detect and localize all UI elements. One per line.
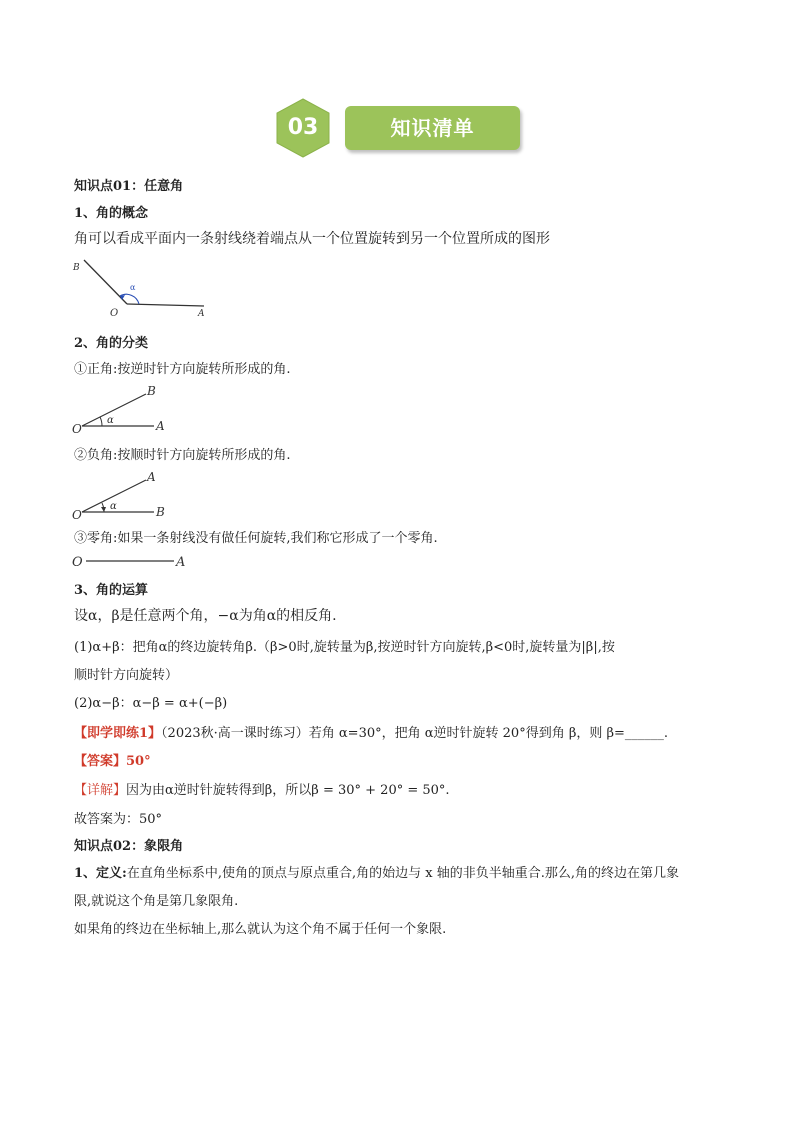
zero-angle-text: ③零角:如果一条射线没有做任何旋转,我们称它形成了一个零角. (74, 531, 438, 546)
detail-line (74, 779, 450, 798)
operation-sum-line2: 顺时针方向旋转） (74, 668, 179, 683)
conclusion-line: 故答案为：50° (74, 812, 163, 827)
label-o: O (72, 555, 83, 570)
exercise-source: （2023秋·高一课时练习） (161, 726, 309, 741)
answer-line (74, 750, 151, 769)
definition-text: 在直角坐标系中,使角的顶点与原点重合,角的始边与 x 轴的非负半轴重合.那么,角的终边在第几象 (126, 866, 679, 881)
label-o: O (72, 508, 82, 522)
subheading-angle-concept: 1、角的概念 (74, 206, 149, 221)
section-number: 03 (287, 115, 319, 140)
exercise-tag: 【即学即练1】 (74, 726, 162, 741)
detail-text: 因为由α逆时针旋转得到β，所以β = 30° + 20° = 50°. (126, 783, 450, 798)
label-a: A (198, 309, 205, 319)
knowledge-point-1-heading: 知识点01：任意角 (74, 179, 184, 194)
axis-note: 如果角的终边在坐标轴上,那么就认为这个角不属于任何一个象限. (74, 922, 447, 937)
label-o: O (110, 308, 119, 319)
operation-sum-line1: (1)α+β：把角α的终边旋转角β.（β>0时,旋转量为β,按逆时针方向旋转,β<0时,旋转量为|β|,按 (74, 640, 615, 655)
operations-intro: 设α，β是任意两个角，−α为角α的相反角. (74, 608, 337, 624)
angle-concept-text: 角可以看成平面内一条射线绕着端点从一个位置旋转到另一个位置所成的图形 (74, 231, 550, 247)
operation-difference: (2)α−β：α−β = α+(−β) (74, 696, 228, 711)
label-a: A (147, 470, 156, 484)
label-alpha: α (107, 415, 114, 426)
label-b: B (147, 384, 156, 398)
angle-concept-figure (70, 252, 220, 322)
subheading-angle-operations: 3、角的运算 (74, 583, 149, 598)
exercise-1 (74, 722, 668, 741)
ray-oa (127, 304, 204, 306)
answer-tag: 【答案】 (74, 754, 127, 769)
zero-angle-figure (70, 550, 200, 572)
label-a: A (176, 555, 186, 570)
positive-angle-text: ①正角:按逆时针方向旋转所形成的角. (74, 362, 291, 377)
section-number-badge (272, 97, 334, 159)
definition-label: 1、定义: (74, 866, 127, 881)
detail-tag: 【详解】 (74, 783, 127, 798)
definition-line1 (74, 862, 679, 881)
answer-value: 50° (126, 754, 151, 769)
negative-angle-text: ②负角:按顺时针方向旋转所形成的角. (74, 448, 291, 463)
label-a: A (156, 419, 165, 433)
label-b: B (156, 505, 165, 519)
angle-arc (100, 417, 102, 426)
negative-angle-figure (70, 466, 180, 522)
section-title: 知识清单 (390, 116, 475, 140)
ray-ob (84, 260, 127, 304)
positive-angle-figure (70, 380, 180, 436)
ray-ob (82, 394, 146, 426)
label-b: B (73, 263, 80, 273)
exercise-question: 若角 α=30°，把角 α逆时针旋转 20°得到角 β，则 β=______. (308, 726, 669, 741)
section-title-bar (345, 106, 520, 150)
label-alpha: α (130, 283, 136, 292)
label-alpha: α (110, 501, 117, 512)
definition-line2: 限,就说这个角是第几象限角. (74, 894, 239, 909)
knowledge-point-2-heading: 知识点02：象限角 (74, 839, 184, 854)
subheading-angle-classification: 2、角的分类 (74, 336, 149, 351)
label-o: O (72, 422, 82, 436)
